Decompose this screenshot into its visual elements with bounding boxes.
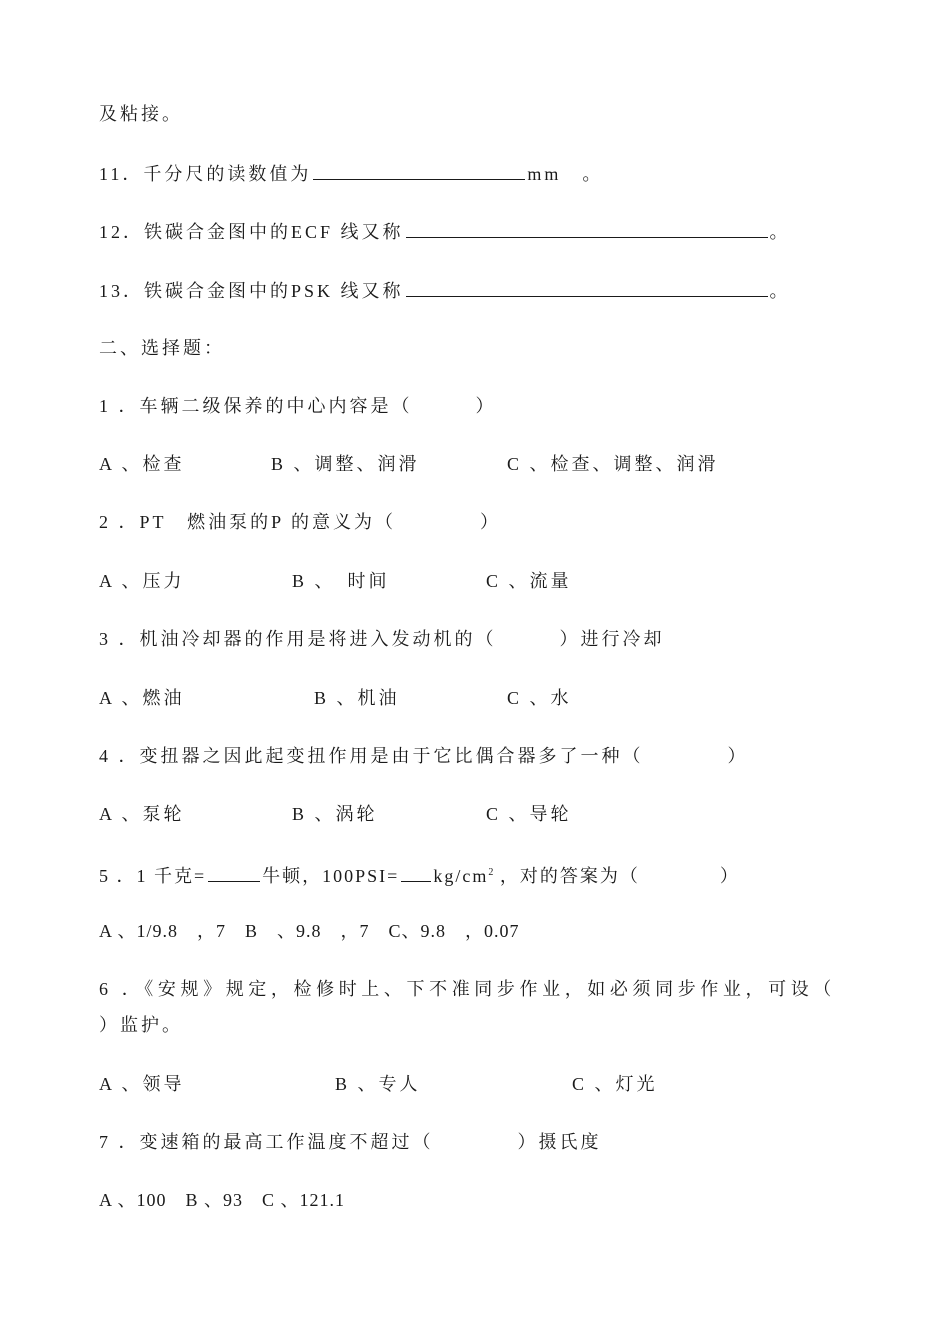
unit-label: kg/cm <box>433 866 489 886</box>
question-2-stem: 2 ．PT 燃油泵的P 的意义为（ ） <box>99 512 502 532</box>
question-5-stem <box>99 861 740 888</box>
option-c[interactable]: C 、灯光 <box>572 1074 658 1094</box>
option-c[interactable]: C 、水 <box>507 688 572 708</box>
answer-blank[interactable] <box>406 219 768 238</box>
answer-blank[interactable] <box>208 863 260 882</box>
question-11-text: 11．千分尺的读数值为 <box>99 164 312 184</box>
unit-label: mm <box>527 164 562 184</box>
question-7-options[interactable]: A 、100 B 、93 C 、121.1 <box>99 1190 346 1210</box>
question-13 <box>99 278 791 303</box>
superscript: 2 <box>488 867 494 878</box>
option-b[interactable]: B 、调整、润滑 <box>271 454 420 474</box>
question-11 <box>99 161 603 186</box>
period: 。 <box>769 281 791 301</box>
question-12 <box>99 219 791 244</box>
question-5-text: 牛顿，100PSI= <box>262 866 400 886</box>
fill-in-continuation: 及粘接。 <box>99 104 183 124</box>
option-c[interactable]: C 、导轮 <box>486 804 572 824</box>
question-3-stem: 3 ．机油冷却器的作用是将进入发动机的（ ）进行冷却 <box>99 629 665 649</box>
period: 。 <box>582 164 604 184</box>
question-5-text: 5 ．1 千克= <box>99 866 207 886</box>
period: 。 <box>769 222 791 242</box>
option-a[interactable]: A 、领导 <box>99 1074 185 1094</box>
option-b[interactable]: B 、机油 <box>314 688 400 708</box>
question-5-options[interactable]: A 、1/9.8 ，7 B 、9.8 ，7 C、9.8 ，0.07 <box>99 921 520 941</box>
question-12-text: 12．铁碳合金图中的ECF 线又称 <box>99 222 404 242</box>
answer-blank[interactable] <box>313 161 525 180</box>
section-title: 二、选择题： <box>99 338 225 358</box>
question-1-stem: 1 ．车辆二级保养的中心内容是（ ） <box>99 396 497 416</box>
question-7-stem: 7 ．变速箱的最高工作温度不超过（ ）摄氏度 <box>99 1132 602 1152</box>
option-c[interactable]: C 、流量 <box>486 571 572 591</box>
option-a[interactable]: A 、燃油 <box>99 688 185 708</box>
option-a[interactable]: A 、压力 <box>99 571 185 591</box>
option-b[interactable]: B 、专人 <box>335 1074 421 1094</box>
answer-blank[interactable] <box>406 278 768 297</box>
option-a[interactable]: A 、泵轮 <box>99 804 185 824</box>
question-6-stem-cont: ）监护。 <box>99 1015 183 1035</box>
answer-blank[interactable] <box>401 863 431 882</box>
option-c[interactable]: C 、检查、调整、润滑 <box>507 454 719 474</box>
question-5-text: ，对的答案为（ ） <box>493 866 740 886</box>
option-b[interactable]: B 、涡轮 <box>292 804 378 824</box>
option-a[interactable]: A 、检查 <box>99 454 185 474</box>
question-6-stem: 6 ．《安规》规定，检修时上、下不准同步作业，如必须同步作业，可设（ <box>99 979 836 999</box>
question-4-stem: 4 ．变扭器之因此起变扭作用是由于它比偶合器多了一种（ ） <box>99 746 749 766</box>
question-13-text: 13．铁碳合金图中的PSK 线又称 <box>99 281 404 301</box>
option-b[interactable]: B 、 时间 <box>292 571 390 591</box>
